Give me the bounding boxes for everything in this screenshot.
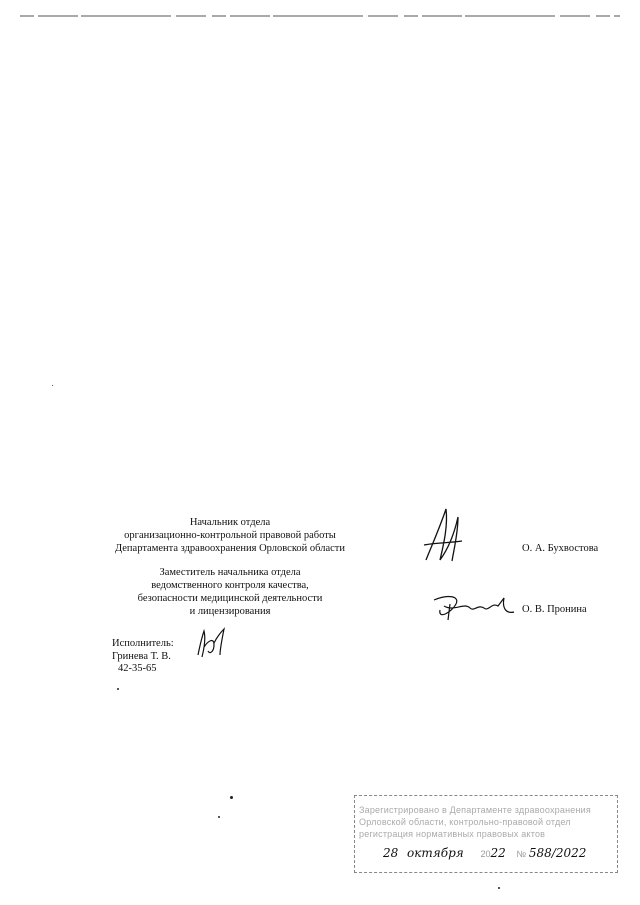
stamp-text [359,804,613,840]
signatory-1-name: О. А. Бухвостова [522,543,599,554]
registration-stamp [354,795,618,873]
registration-number-label: № [516,849,527,859]
registration-date-row: 28 октября 2022 № 588/2022 [383,846,587,860]
signatory-2-position [110,566,350,618]
position-line: организационно-контрольной правовой работы [124,530,336,541]
signature-2 [430,590,518,626]
executor-phone: 42-35-65 [118,663,157,674]
executor-name: Гринева Т. В. [112,650,171,662]
position-line: Департамента здравоохранения Орловской области [114,543,345,554]
position-line: Заместитель начальника отдела [159,567,301,578]
signatory-1-position [110,516,350,555]
registration-year: 22 [490,846,506,860]
signature-1 [418,505,468,565]
position-line: и лицензирования [189,606,271,617]
executor-signature [192,625,228,661]
executor-block [112,638,174,676]
stamp-line: Орловской области, контрольно-правовой отдел [359,817,571,827]
scan-speck [218,816,220,818]
registration-day: 28 [383,846,399,860]
position-line: Начальник отдела [189,517,271,528]
scan-speck [498,887,500,889]
position-line: ведомственного контроля качества, [151,580,309,591]
scan-speck [230,796,233,799]
registration-number: 588/2022 [528,846,587,860]
executor-label: Исполнитель: [112,638,174,649]
top-scan-border [20,15,620,17]
stamp-line: регистрация нормативных правовых актов [359,829,546,839]
registration-month: октября [407,846,464,860]
stamp-line: Зарегистрировано в Департаменте здравоохранения [359,805,591,815]
scan-speck [52,385,53,386]
scan-speck [117,688,119,690]
signatory-2-name: О. В. Пронина [522,604,587,615]
position-line: безопасности медицинской деятельности [137,593,323,604]
